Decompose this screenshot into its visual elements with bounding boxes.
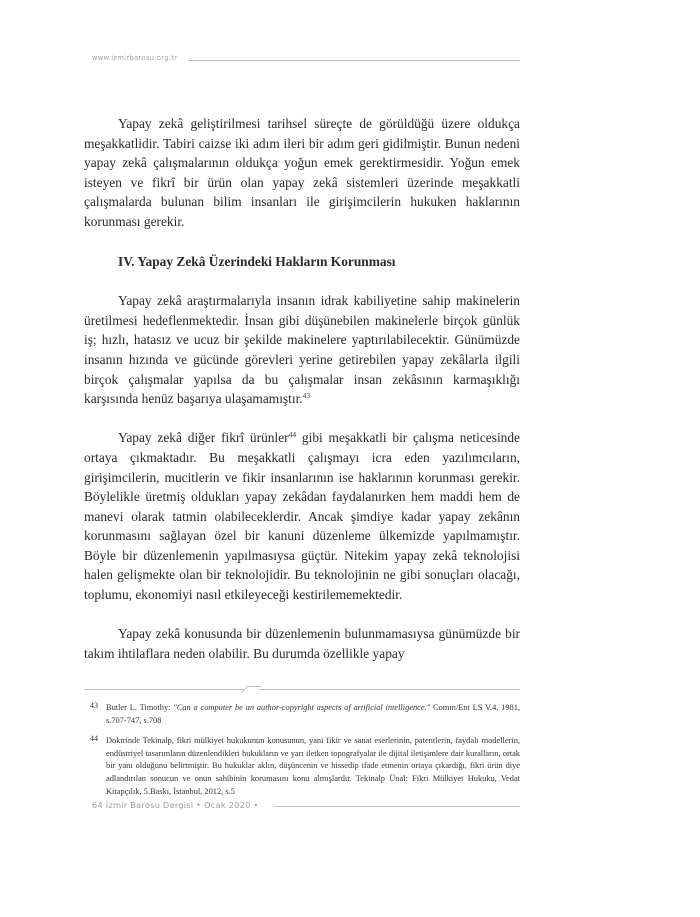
footnote-43-prefix: Butler L. Timothy: [106, 703, 174, 712]
footnote-number: 43 [90, 701, 98, 710]
page-header [84, 52, 520, 70]
paragraph-2 [84, 291, 520, 409]
footnote-43-suffix: Comm/Ent LS V.4, 1981, s.707-747, s.708 [106, 703, 520, 725]
page-footer [84, 800, 520, 816]
paragraph-3-rest: gibi meşakkatli bir çalışma neticesinde ortaya çıkmaktadır. Bu meşakkatli çalışmayı icra eden yazılımcıların, girişimcilerin, mucitlerin ve fikir insanlarının ise haklarının korunması gerekir. Böylelikle üretmiş oldukları yapay zekâdan faydalanırken hem maddi hem de manevi olarak tatmin olabileceklerdir. Ancak şimdiye kadar yapay zekânın korunmasını sağlayan özel bir kanuni düzenleme ülkemizde yapılmamıştır. Böyle bir düzenlemenin yapılmasıysa güçtür. Nitekim yapay zekâ teknolojisi halen gelişmekte olan bir teknolojidir. Bu teknolojinin ne gibi sonuçları olacağı, toplumu, ekonomiyi nasıl etkileyeceği kestirilememektedir. [84, 430, 520, 603]
header-url: www.izmirbarosu.org.tr [92, 54, 178, 62]
footnote-rule-line [84, 689, 520, 690]
footnote-number: 44 [90, 734, 98, 744]
paragraph-1: Yapay zekâ geliştirilmesi tarihsel süreçte de görüldüğü üzere oldukça meşakkatlidir. Tabiri caizse iki adım ileri bir adım geri gidilmiştir. Bunun nedeni yapay zekâ çalışmalarının oldukça yoğun emek gerektirmesidir. Yoğun emek isteyen ve fikrî bir ürün olan yapay zekâ sistemleri üzerinde meşakkatli çalışmalarda bulunan bilim insanları ile girişimcilerin hukuken haklarının korunması gerekir. [84, 116, 520, 229]
section-heading: IV. Yapay Zekâ Üzerindeki Hakların Korunması [118, 253, 396, 269]
paragraph-3-start: Yapay zekâ diğer fikrî ürünler [118, 430, 289, 446]
footnote-ref-44[interactable]: 44 [288, 430, 297, 440]
body-text [84, 114, 520, 663]
footnote-43 [84, 702, 520, 727]
footnote-separator [84, 686, 520, 698]
footnotes [84, 702, 520, 798]
footnote-43-title: "Can a computer be an author-copyright aspects of artificial intelligence." [173, 703, 431, 712]
header-rule [188, 60, 520, 61]
footnote-rule-notch [241, 686, 262, 693]
paragraph-2-text: Yapay zekâ araştırmalarıyla insanın idrak kabiliyetine sahip makinelerin üretilmesi hedeflenmektedir. İnsan gibi düşünebilen makinelerle birçok günlük iş; hızlı, hatasız ve ucuz bir şekilde makinelere yaptırılabilecektir. Günümüzde insanın hızında ve gücünde görevleri yerine getirebilen yapay zekâlarla ilgili birçok çalışmalar yapılsa da bu çalışmalar insan zekâsının karmaşıklığı karşısında henüz başarıya ulaşamamıştır. [84, 293, 520, 407]
footnote-ref-43[interactable]: 43 [302, 391, 311, 401]
footnote-44 [84, 735, 520, 798]
paragraph-4: Yapay zekâ konusunda bir düzenlemenin bulunmamasıysa günümüzde bir takım ihtilaflara neden olabilir. Bu durumda özellikle yapay [84, 626, 520, 661]
paragraph-3 [84, 428, 520, 604]
footer-rule [274, 806, 520, 807]
footer-text: 64 İzmir Barosu Dergisi • Ocak 2020 • [92, 800, 259, 810]
footnote-44-text: Doktrinde Tekinalp, fikri mülkiyet hukukunun konusunun, yani fikir ve sanat eserlerinin, patentlerin, faydalı modellerin, endüstriyel tasarımların düzenlendikleri hukukların ve yarı iletken topografyalar ile dijital iletişimlere dair kuralların, ortak bir yanı olduğunu belirtmiştir. Bu hukuklar aklın, düşüncenin ve hissedip ifade etmenin ortaya çıkardığı, fikri ürün diye adlandırılan sonucun ve onun sahibinin korumasını konu almışlardır. Tekinalp Ünal: Fikri Mülkiyet Hukuku, Vedat Kitapçılık, 5.Baskı, İstanbul, 2012, s.5 [106, 736, 520, 796]
